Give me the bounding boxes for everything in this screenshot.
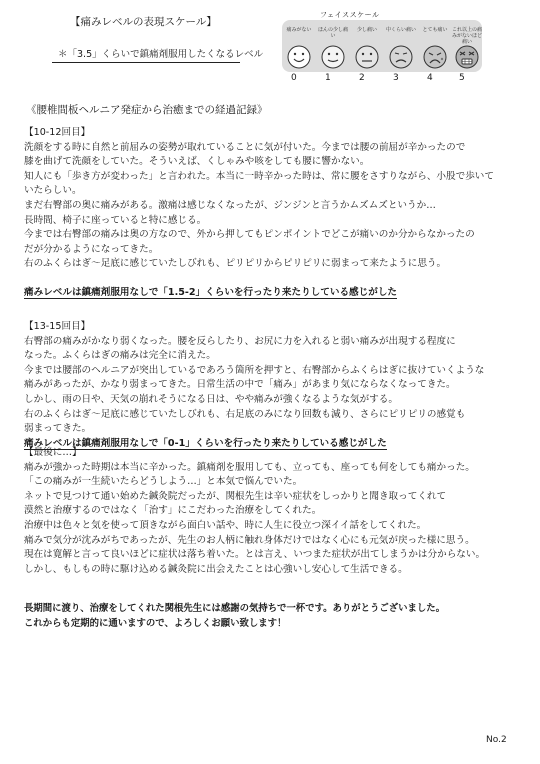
section-heading: 【最後に…】: [24, 447, 82, 458]
text-line: 痛みで気分が沈みがちであったが、先生のお人柄に触れ身体だけではなく心にも元気が戻った様に思う。: [24, 534, 475, 546]
pain-level-summary: 痛みレベルは鎮痛剤服用なしで「0-1」くらいを行ったり来たりしている感じがした: [24, 437, 387, 449]
face-label: とても痛い: [422, 27, 448, 33]
text-line: 漠然と治療するのではなく「治す」にこだわった治療をしてくれた。: [24, 505, 322, 517]
face-scale-strip: [282, 20, 482, 72]
text-line: だが分かるようになってきた。: [24, 243, 159, 255]
pain-face-icon: [422, 27, 448, 70]
scale-number: 4: [427, 73, 433, 83]
text-line: 治療中は色々と気を使って頂きながら面白い話や、時に人生に役立つ深イイ話をしてくれた。: [24, 519, 427, 531]
text-line: ネットで見つけて通い始めた鍼灸院だったが、関根先生は辛い症状をしっかりと聞き取ってくれて: [24, 490, 447, 502]
page-number: No.2: [486, 735, 507, 745]
text-line: 今までは右臀部の痛みは奥の方なので、外から押してもピンポイントでどこが痛いのか分からなかったの: [24, 229, 475, 241]
text-line: しかし、雨の日や、天気の崩れそうになる日は、やや痛みが強くなるような気がする。: [24, 393, 398, 405]
scale-number: 5: [459, 73, 465, 83]
text-line: いたらしい。: [24, 185, 82, 197]
face-label: 中くらい痛い: [385, 27, 416, 33]
note-underline: [52, 62, 240, 63]
pain-level-summary: 痛みレベルは鎮痛剤服用なしで「1.5-2」くらいを行ったり来たりしている感じがした: [24, 286, 398, 298]
section-10-12: [24, 126, 520, 301]
closing-line: これからも定期的に通いますので、よろしくお願い致します！: [24, 617, 287, 629]
text-line: しかし、もしもの時に駆け込める鍼灸院に出会えたことは心強いし安心して生活できる。: [24, 563, 408, 575]
scale-number: 2: [359, 73, 365, 83]
slight-smile-face-icon: [317, 27, 348, 70]
text-line: 弱まってきた。: [24, 423, 92, 435]
text-line: 知人にも「歩き方が変わった」と言われた。本当に一時辛かった時は、常に腰をさすりながら、小股で歩いて: [24, 170, 494, 182]
closing-message: [24, 602, 520, 631]
face-label: 痛みがない: [286, 27, 312, 33]
smile-face-icon: [286, 27, 312, 70]
closing-line: 長期間に渡り、治療をしてくれた関根先生には感謝の気持ちで一杯です。ありがとうございました。: [24, 603, 446, 614]
text-line: まだ右臀部の奥に痛みがある。激痛は感じなくなったが、ジンジンと言うかムズムズというか…: [24, 199, 436, 211]
scale-number: 1: [325, 73, 331, 83]
section-heading: 【10-12回目】: [24, 127, 91, 138]
text-line: 痛みが強かった時期は本当に辛かった。鎮痛剤を服用しても、立っても、座っても何をしても痛かった。: [24, 461, 475, 473]
pain-scale-note: ＊「3.5」くらいで鎮痛剤服用したくなるレベル: [58, 49, 264, 60]
face-label: 少し痛い: [356, 27, 377, 33]
text-line: 「この痛みが一生続いたらどうしよう…」と本気で悩んでいた。: [24, 476, 303, 488]
face-label: これ以上の痛みがないほど痛い: [451, 27, 482, 45]
text-line: 膝を曲げて洗顔をしていた。そういえば、くしゃみや咳をしても腰に響かない。: [24, 156, 370, 168]
section-13-15: [24, 320, 520, 451]
pain-scale-title: 【痛みレベルの表現スケール】: [70, 16, 217, 28]
text-line: 長時間、椅子に座っていると特に感じる。: [24, 214, 207, 226]
face-label: ほんの少し痛い: [317, 27, 348, 39]
section-final: [24, 446, 520, 577]
text-line: なった。ふくらはぎの痛みは完全に消えた。: [24, 350, 216, 362]
text-line: 右臀部の痛みがかなり弱くなった。腰を反らしたり、お尻に力を入れると弱い痛みが出現する程度に: [24, 335, 456, 347]
worst-pain-face-icon: [451, 27, 482, 70]
text-line: 痛みがあったが、かなり弱まってきた。日常生活の中で「痛み」があまり気にならなくなってきた。: [24, 379, 456, 391]
face-scale-title: フェイススケール: [320, 11, 380, 19]
frown-face-icon: [385, 27, 416, 70]
scale-number: 3: [393, 73, 399, 83]
text-line: 右のふくらはぎ～足底に感じていたしびれも、右足底のみになり回数も減り、さらにピリピリの感覚も: [24, 408, 466, 420]
section-heading: 【13-15回目】: [24, 321, 91, 332]
scale-number: 0: [291, 73, 297, 83]
document-title: 《腰椎間板ヘルニア発症から治癒までの経過記録》: [26, 104, 268, 116]
text-line: 洗顔をする時に自然と前屈みの姿勢が取れていることに気が付いた。今までは腰の前屈が辛かったので: [24, 141, 466, 153]
text-line: 今までは腰部のヘルニアが突出しているであろう箇所を押すと、右臀部からふくらはぎに抜けていくような: [24, 364, 485, 376]
neutral-face-icon: [354, 27, 380, 70]
text-line: 現在は寛解と言って良いほどに症状は落ち着いた。とは言え、いつまた症状が出てしまうかは分からない。: [24, 549, 486, 561]
text-line: 右のふくらはぎ～足底に感じていたしびれも、ピリピリからピリピリに弱まって来たように思う。: [24, 258, 447, 270]
